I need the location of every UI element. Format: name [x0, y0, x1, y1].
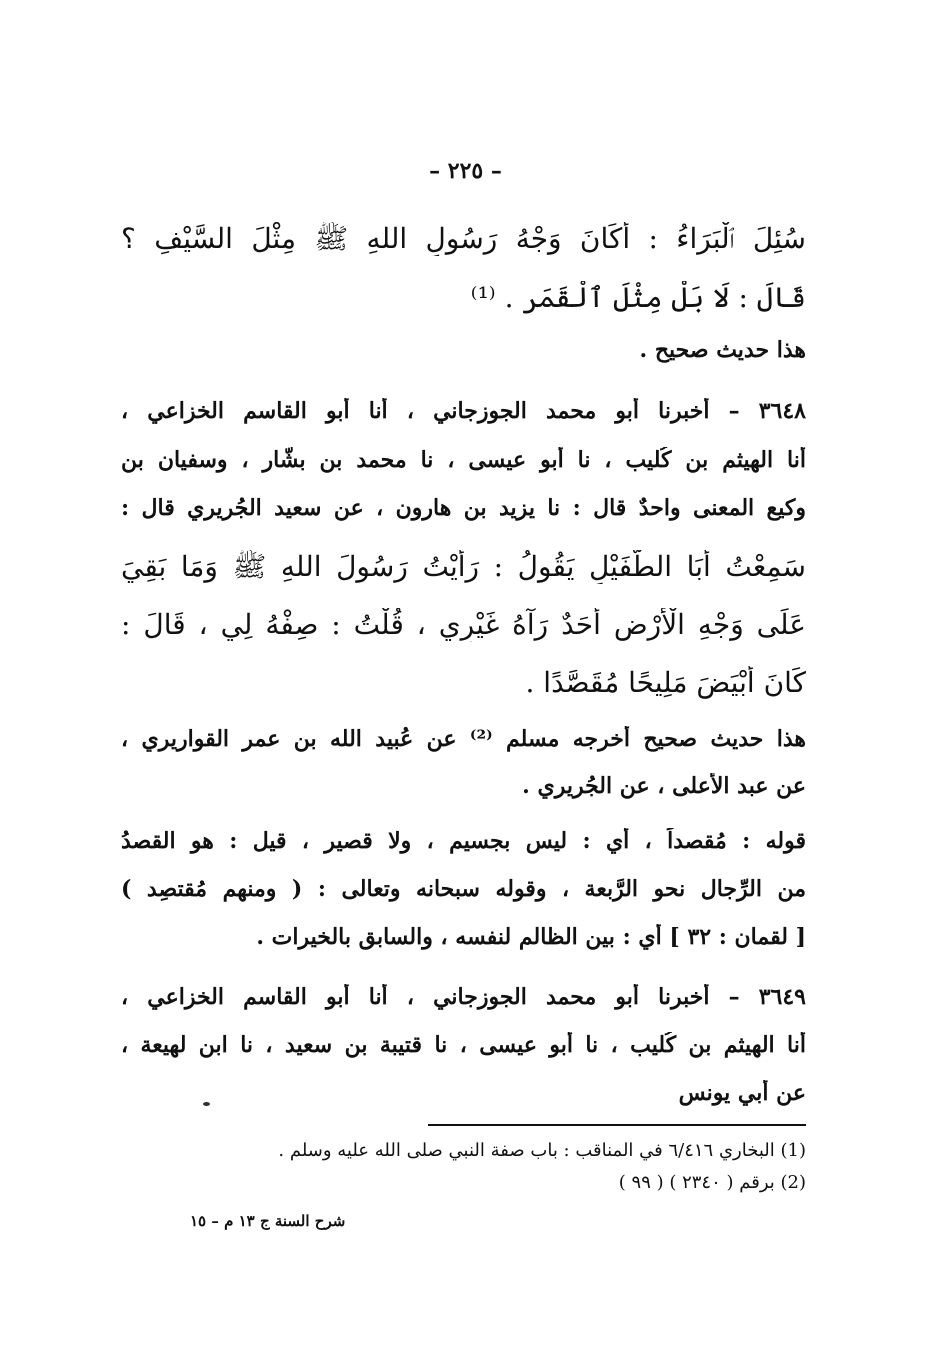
ink-speck — [203, 1102, 210, 1106]
text-line: سَمِعْتُ أَبَا الطُّفَيْلِ يَقُولُ : رَأَيْتُ رَسُولَ اللهِ ﷺ وَمَا بَقِيَ — [121, 550, 806, 583]
signature-mark: شرح السنة ج ١٣ م – ١٥ — [190, 1212, 346, 1230]
footnote: (2) برقم ( ٢٣٤٠ ) ( ٩٩ ) — [618, 1172, 806, 1193]
text-line: عن عبد الأعلى ، عن الجُريري . — [522, 773, 806, 799]
text-line: هذا حديث صحيح . — [639, 337, 806, 363]
hadith-number-line: ٣٦٤٨ – أخبرنا أبو محمد الجوزجاني ، أنا أبو القاسم الخزاعي ، — [121, 398, 806, 424]
text-line: قَالَ : لَا بَلْ مِثْلَ ٱلْقَمَرِ . ⁽¹⁾ — [470, 281, 806, 314]
text-line: عَلَى وَجْهِ الْأَرْضِ أَحَدٌ رَآهُ غَيْرِي ، قُلْتُ : صِفْهُ لِي ، قَالَ : — [121, 608, 806, 641]
hadith-number-line: ٣٦٤٩ – أخبرنا أبو محمد الجوزجاني ، أنا أبو القاسم الخزاعي ، — [121, 984, 806, 1010]
text-line: وكيع المعنى واحدٌ قال : نا يزيد بن هارون ، عن سعيد الجُريري قال : — [121, 495, 806, 521]
text-line: [ لقمان : ٣٢ ] أي : بين الظالم لنفسه ، والسابق بالخيرات . — [256, 924, 806, 950]
text-line: هذا حديث صحيح أخرجه مسلم ⁽²⁾ عن عُبيد الله بن عمر القواريري ، — [121, 726, 806, 752]
footnote-divider — [428, 1124, 806, 1126]
page-number: – ٢٢٥ – — [429, 158, 502, 184]
text-line: كَانَ أَبْيَضَ مَلِيحًا مُقَصَّدًا . — [525, 666, 806, 699]
text-line: عن أبي يونس — [678, 1080, 806, 1106]
text-line: أنا الهيثم بن كُليب ، نا أبو عيسى ، نا قتيبة بن سعيد ، نا ابن لهيعة ، — [121, 1032, 806, 1058]
text-line: من الرِّجال نحو الرَّبعة ، وقوله سبحانه وتعالى : ( ومنهم مُقتصِد ) — [121, 876, 806, 902]
text-line: سُئِلَ ٱلْبَرَاءُ : أَكَانَ وَجْهُ رَسُولِ اللهِ ﷺ مِثْلَ السَّيْفِ ؟ — [121, 222, 806, 255]
footnote: (1) البخاري ٦/٤١٦ في المناقب : باب صفة النبي صلى الله عليه وسلم . — [278, 1140, 806, 1161]
text-line: قوله : مُقصداً ، أي : ليس بجسيم ، ولا قصير ، قيل : هو القصدُ — [121, 828, 806, 854]
text-line: أنا الهيثم بن كُليب ، نا أبو عيسى ، نا محمد بن بشّار ، وسفيان بن — [121, 447, 806, 473]
